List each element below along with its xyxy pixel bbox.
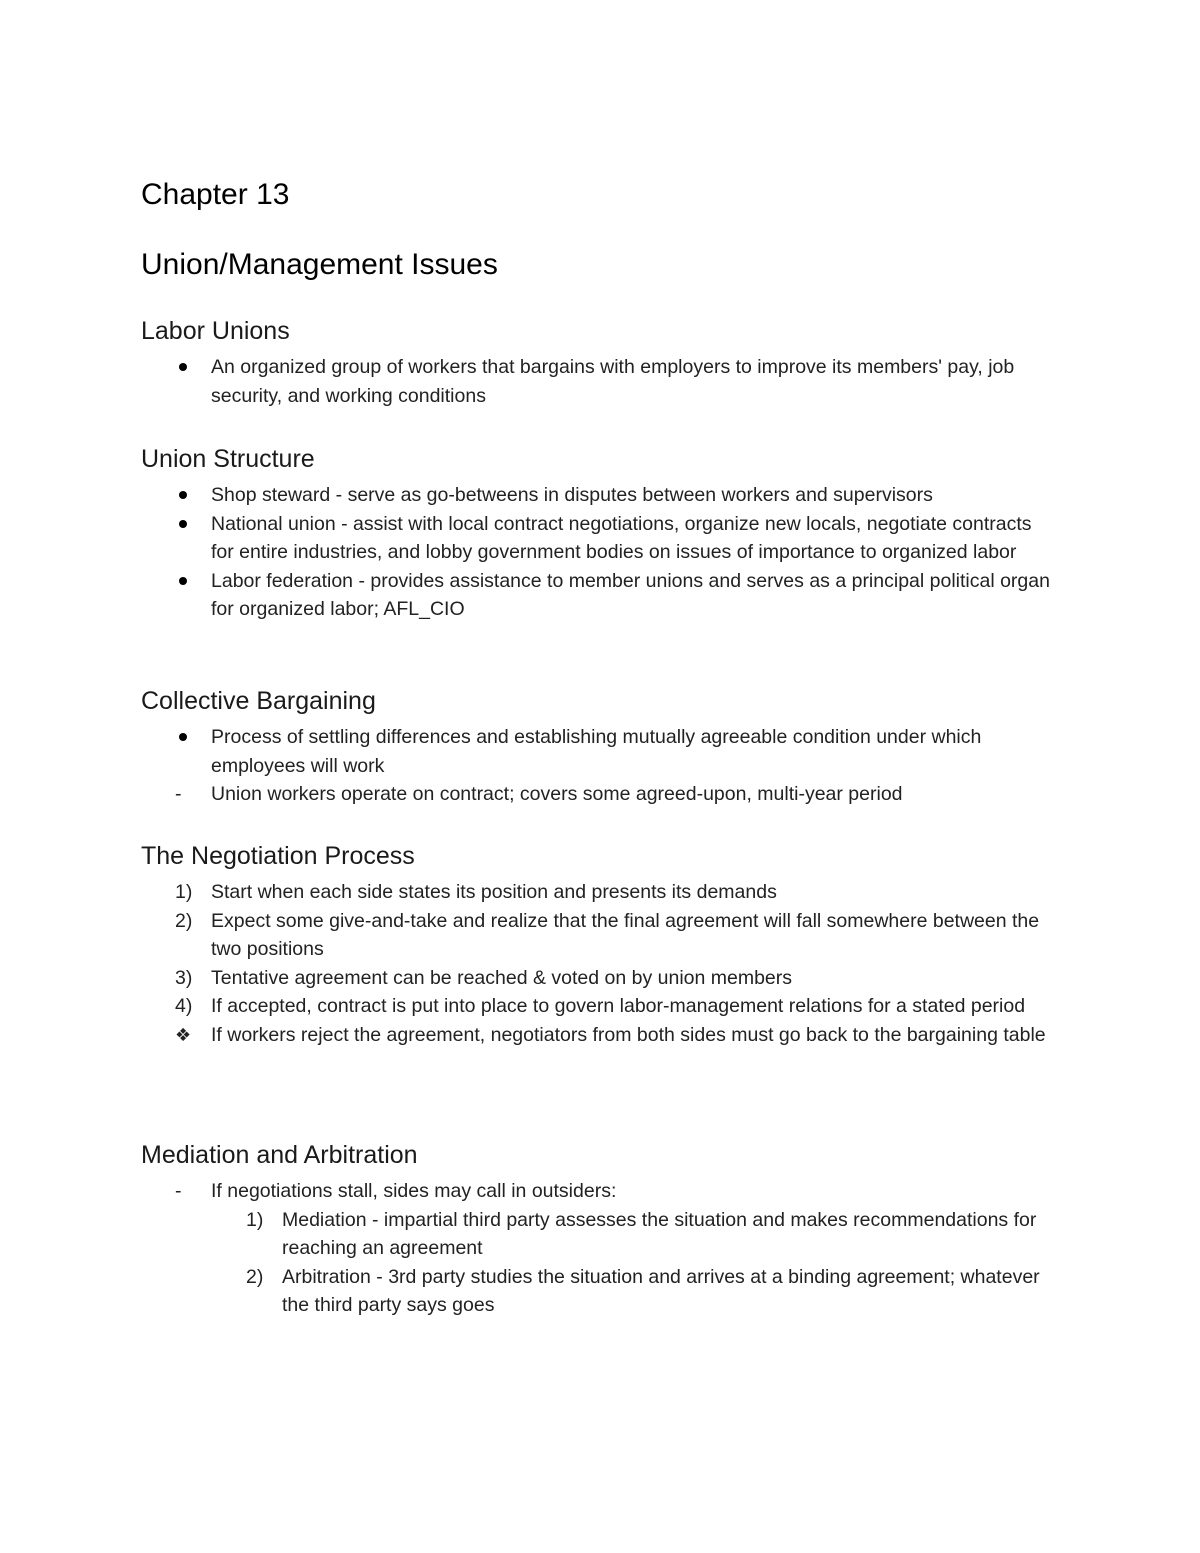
list-item-text: Arbitration - 3rd party studies the situation and arrives at a binding agreement; whatever the third party says goes [282,1265,1040,1316]
list-item-text: Start when each side states its position and presents its demands [211,881,777,903]
number-marker: 4) [175,995,193,1017]
list-item [0,1206,1200,1263]
list-mediation-arbitration [0,1177,1200,1320]
number-marker: 1) [175,881,193,903]
list-item-text: Tentative agreement can be reached & voted on by union members [211,966,793,989]
list-item-text: If negotiations stall, sides may call in outsiders: [211,1180,617,1202]
list-item [0,992,1200,1021]
list-item [0,1263,1200,1320]
list-item [0,353,1200,410]
list-negotiation-process [0,878,1200,1049]
list-item-text: If workers reject the agreement, negotiators from both sides must go back to the bargaining table [211,1023,1046,1046]
document-title: Chapter 13 [141,178,290,211]
list-item-text: Union workers operate on contract; covers some agreed-upon, multi-year period [211,783,903,805]
list-item [0,510,1200,567]
dash-marker: - [175,1180,182,1202]
number-marker: 2) [246,1265,264,1288]
list-item-text: Shop steward - serve as go-betweens in disputes between workers and supervisors [211,484,933,506]
list-collective-bargaining [0,723,1200,809]
list-item [0,907,1200,964]
list-item-text: Labor federation - provides assistance to member unions and serves as a principal political organ for organized labor; AFL_CIO [211,569,1050,620]
number-marker: 3) [175,966,193,989]
heading-union-structure: Union Structure [141,445,315,473]
number-marker: 1) [246,1208,264,1231]
list-item [0,1177,1200,1206]
list-item-text: Expect some give-and-take and realize that the final agreement will fall somewhere between the two positions [211,909,1040,960]
list-item-text: Process of settling differences and establishing mutually agreeable condition under which employees will work [211,726,982,777]
diamond-icon: ❖ [175,1024,192,1045]
number-marker: 2) [175,909,193,932]
list-labor-unions [0,353,1200,410]
list-item-text: National union - assist with local contract negotiations, organize new locals, negotiate contracts for entire industries, and lobby government bodies on issues of importance to organized labor [211,512,1032,563]
list-item-text: An organized group of workers that bargains with employers to improve its members' pay, job security, and working conditions [211,356,1015,407]
list-item [0,780,1200,809]
list-item-text: If accepted, contract is put into place to govern labor-management relations for a stated period [211,995,1026,1017]
list-union-structure [0,481,1200,624]
list-item [0,723,1200,780]
list-item [0,964,1200,993]
document-subtitle: Union/Management Issues [141,248,498,281]
list-item [0,481,1200,510]
dash-marker: - [175,783,182,805]
list-item-text: Mediation - impartial third party assesses the situation and makes recommendations for reaching an agreement [282,1208,1037,1259]
heading-collective-bargaining: Collective Bargaining [141,687,376,715]
list-item [0,878,1200,907]
heading-labor-unions: Labor Unions [141,317,290,345]
heading-negotiation-process: The Negotiation Process [141,842,415,870]
list-item [0,1021,1200,1050]
heading-mediation-arbitration: Mediation and Arbitration [141,1141,418,1169]
list-item [0,567,1200,624]
